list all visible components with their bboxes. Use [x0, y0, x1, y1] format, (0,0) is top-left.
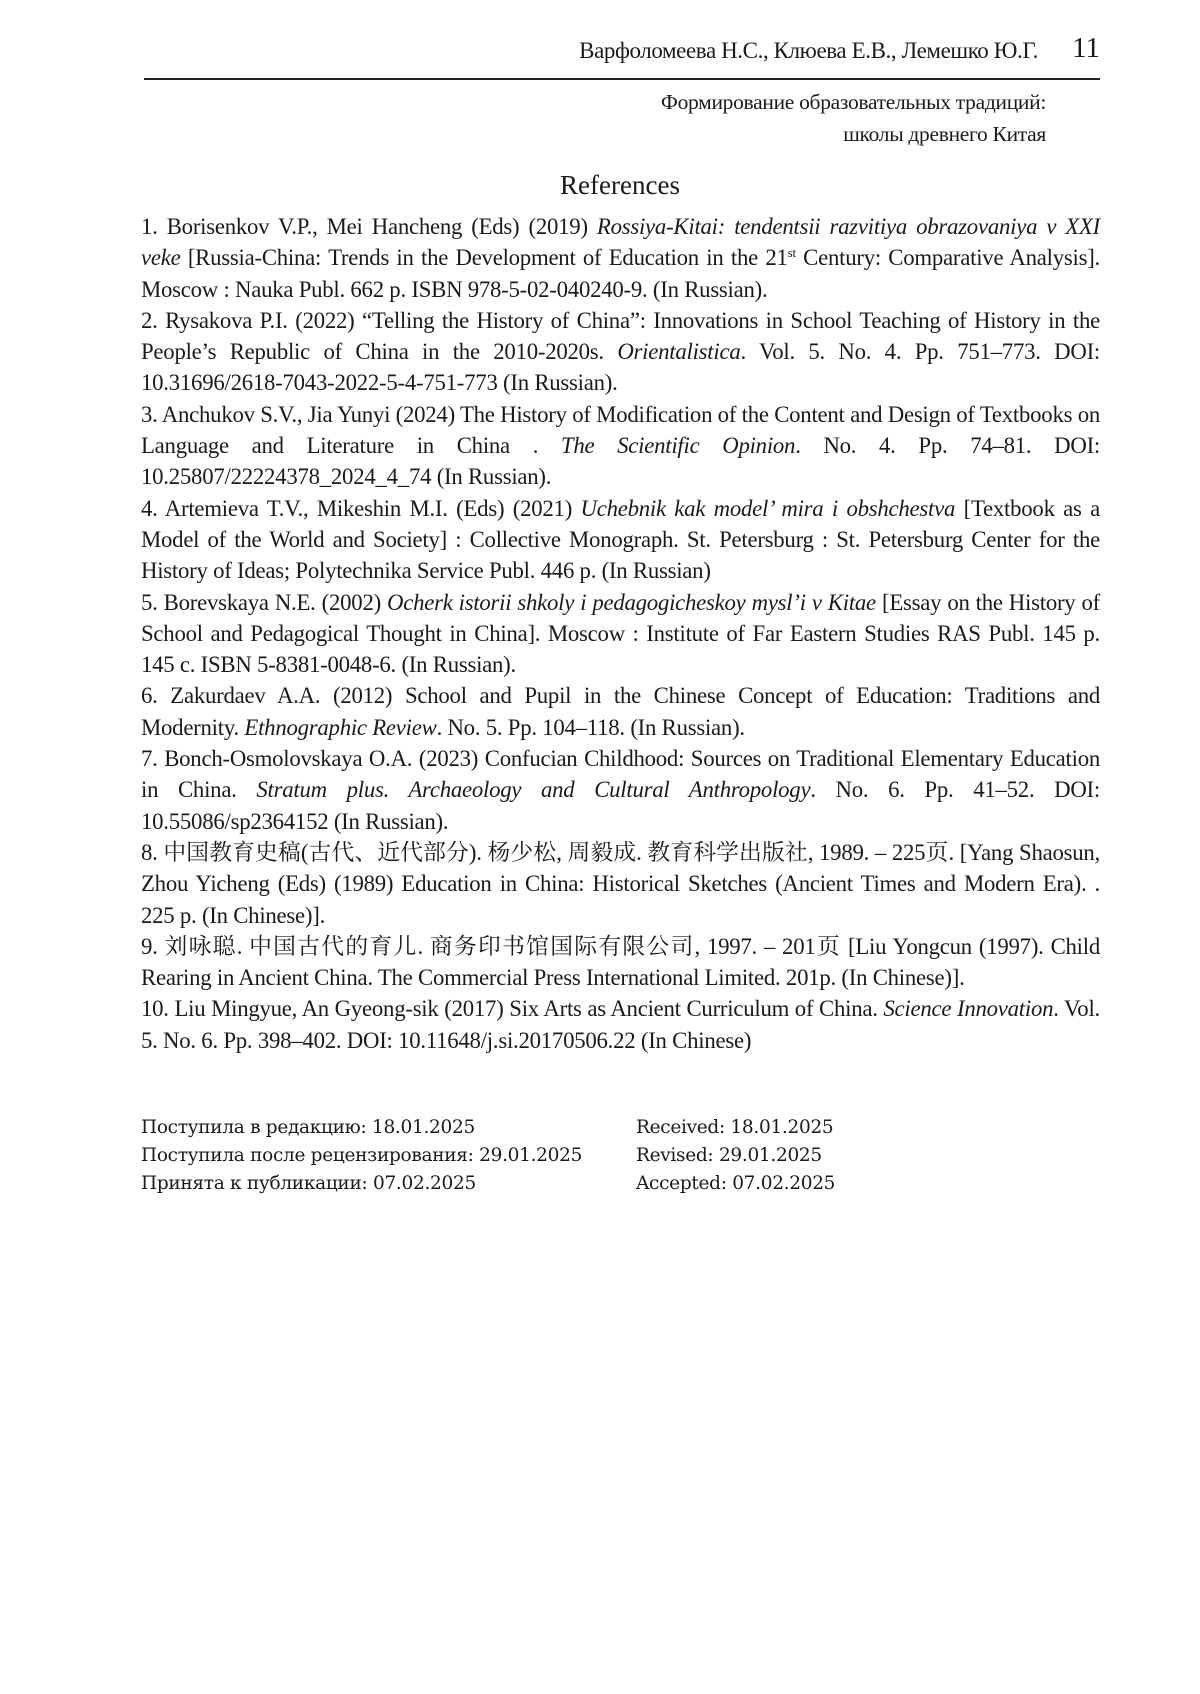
article-title-line-2: школы древнего Китая — [843, 122, 1046, 146]
date-accepted-en: Accepted: 07.02.2025 — [636, 1173, 836, 1194]
date-received-en: Received: 18.01.2025 — [636, 1117, 834, 1138]
reference-item: 6. Zakurdaev A.A. (2012) School and Pupil in the Chinese Concept of Education: Traditions and Modernity. Ethnographic Review. No. 5. Pp. 104–118. (In Russian). — [141, 683, 1100, 740]
reference-item: 3. Anchukov S.V., Jia Yunyi (2024) The History of Modification of the Content and Design of Textbooks on Language and Literature in China . The Scientific Opinion. No. 4. Pp. 74–81. DOI: 10.25807/22224378_2024_4_74 (In Russian). — [141, 401, 1101, 490]
reference-item: 10. Liu Mingyue, An Gyeong-sik (2017) Six Arts as Ancient Curriculum of China. Science Innovation. Vol. 5. No. 6. Pp. 398–402. DOI: 10.11648/j.si.20170506.22 (In Chinese) — [141, 996, 1100, 1053]
reference-item: 9. 刘咏聪. 中国古代的育儿. 商务印书馆国际有限公司, 1997. – 201页 [Liu Yongcun (1997). Child Rearing in Ancient China. The Commercial Press International Limited. 201p. (In Chinese)]. — [141, 933, 1100, 991]
reference-item: 8. 中国教育史稿(古代、近代部分). 杨少松, 周毅成. 教育科学出版社, 1989. – 225页. [Yang Shaosun, Zhou Yicheng (Eds) (1989) Education in China: Historical Sketches (Ancient Times and Modern Era). . 225 p. (In Chinese)]. — [141, 839, 1100, 928]
page-number: 11 — [1072, 32, 1100, 64]
article-title — [661, 86, 1046, 150]
date-revised-ru: Поступила после рецензирования: 29.01.2025 — [141, 1145, 583, 1166]
reference-item: 1. Borisenkov V.P., Mei Hancheng (Eds) (2019) Rossiya-Kitai: tendentsii razvitiya obrazovaniya v XXI veke [Russia-China: Trends in the Development of Education in the 21st Century: Comparative Analysis]. Moscow : Nauka Publ. 662 p. ISBN 978-5-02-040240-9. (In Russian). — [141, 214, 1101, 302]
dates-russian — [141, 1114, 582, 1198]
running-header — [144, 30, 1100, 80]
reference-item: 2. Rysakova P.I. (2022) “Telling the History of China”: Innovations in School Teaching of History in the People’s Republic of China in the 2010-2020s. Orientalistica. Vol. 5. No. 4. Pp. 751–773. DOI: 10.31696/2618-7043-2022-5-4-751-773 (In Russian). — [141, 307, 1100, 396]
references-list — [141, 211, 1100, 1056]
references-heading: References — [560, 170, 680, 200]
reference-item: 7. Bonch-Osmolovskaya O.A. (2023) Confucian Childhood: Sources on Traditional Elementary Education in China. Stratum plus. Archaeology and Cultural Anthropology. No. 6. Pp. 41–52. DOI: 10.55086/sp2364152 (In Russian). — [141, 746, 1100, 834]
dates-english — [636, 1114, 835, 1198]
date-received-ru: Поступила в редакцию: 18.01.2025 — [141, 1117, 475, 1138]
reference-item: 4. Artemieva T.V., Mikeshin M.I. (Eds) (2021) Uchebnik kak model’ mira i obshchestva [Textbook as a Model of the World and Society] : Collective Monograph. St. Petersburg : St. Petersburg Center for the History of Ideas; Polytechnika Service Publ. 446 p. (In Russian) — [141, 495, 1100, 584]
date-revised-en: Revised: 29.01.2025 — [636, 1145, 822, 1166]
article-title-line-1: Формирование образовательных традиций: — [660, 90, 1046, 114]
reference-item: 5. Borevskaya N.E. (2002) Ocherk istorii shkoly i pedagogicheskoy mysl’i v Kitae [Essay on the History of School and Pedagogical Thought in China]. Moscow : Institute of Far Eastern Studies RAS Publ. 145 p. 145 c. ISBN 5-8381-0048-6. (In Russian). — [141, 589, 1100, 678]
date-accepted-ru: Принята к публикации: 07.02.2025 — [141, 1173, 476, 1194]
header-authors: Варфоломеева Н.С., Клюева Е.В., Лемешко Ю.Г. — [579, 38, 1038, 63]
